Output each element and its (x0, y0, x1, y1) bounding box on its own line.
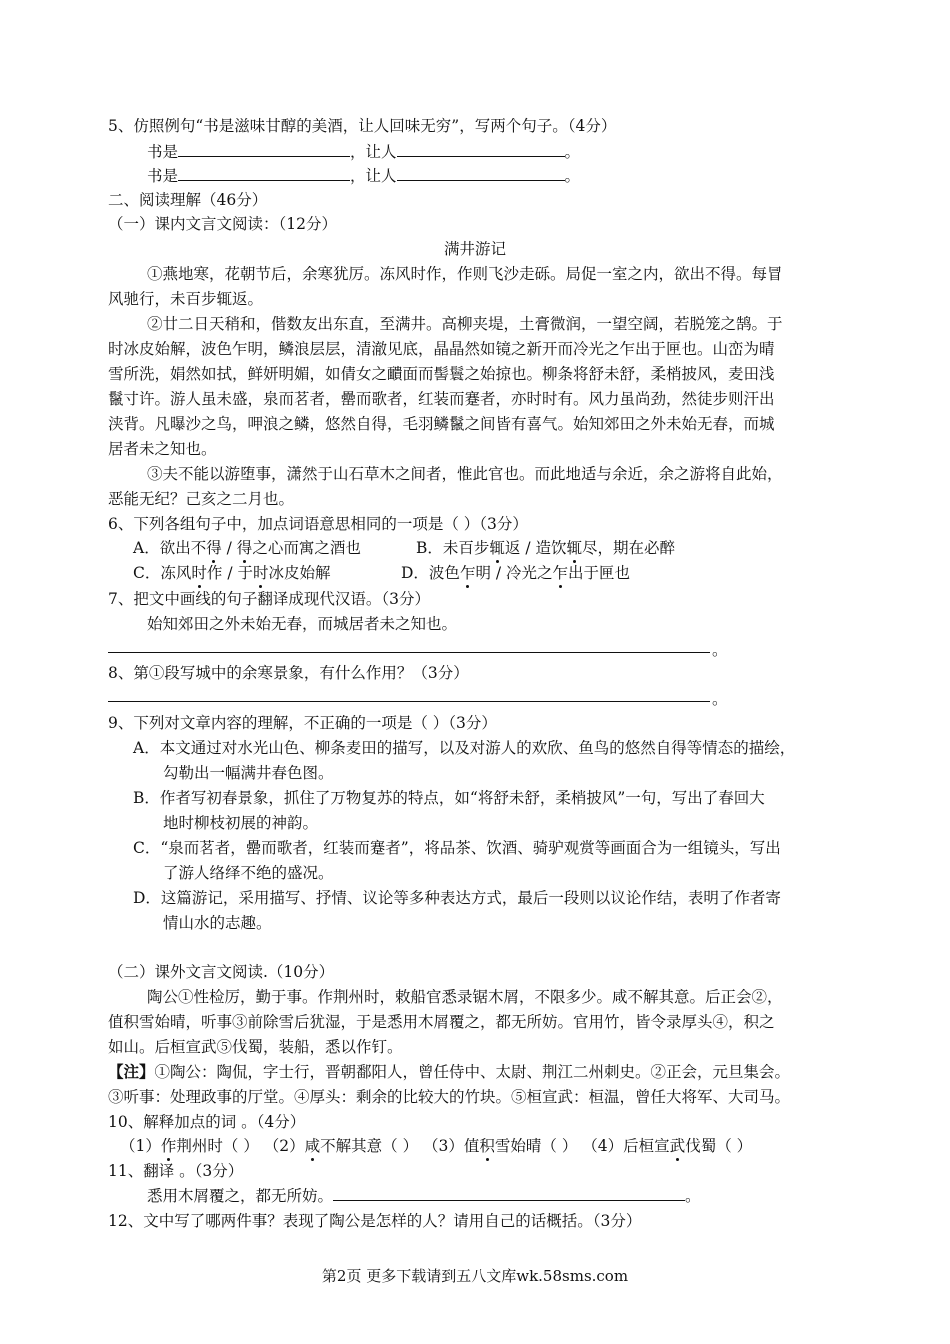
q9-option-d-cont: 情山水的志趣。 (163, 914, 272, 932)
q7-prompt: 7、把文中画线的句子翻译成现代汉语。（3分） (108, 590, 430, 608)
dotted-word: 乍 (553, 561, 569, 585)
q10-item-2[interactable]: （2）咸不解其意（ ） (264, 1137, 418, 1155)
passage-p3-line: ③夫不能以游堕事，潇然于山石草木之间者，惟此官也。而此地适与余近，余之游将自此始， (147, 465, 783, 483)
part2-text-line: 如山。后桓宣武⑤伐蜀，装船，悉以作钉。 (108, 1038, 403, 1056)
q6-option-b[interactable]: B．未百步辄返 / 造饮辄尽，期在必醉 (416, 536, 716, 560)
passage-p2-line: ②廿二日天稍和，偕数友出东直，至满井。高柳夹堤，土膏微润，一望空阔，若脱笼之鹄。于 (147, 315, 783, 333)
passage-p2-line: 时冰皮始解，波色乍明，鳞浪层层，清澈见底，晶晶然如镜之新开而冷光之乍出于匣也。山峦为晴 (108, 340, 775, 358)
q5-line-1: 书是 ，让人 。 (147, 140, 887, 164)
dotted-word: 辄 (489, 536, 505, 560)
q10-items (120, 1134, 860, 1158)
q9-prompt: 9、下列对文章内容的理解，不正确的一项是（ ）（3分） (108, 714, 497, 732)
dotted-word: 时 (191, 561, 207, 585)
part2-note-2: ③听事：处理政事的厅堂。④厚头：剩余的比较大的竹块。⑤桓宣武：桓温，曾任大将军、大司马。 (108, 1088, 791, 1106)
passage-p3-line: 恶能无纪？己亥之二月也。 (108, 490, 295, 508)
q12-prompt: 12、文中写了哪两件事？表现了陶公是怎样的人？请用自己的话概括。（3分） (108, 1212, 642, 1230)
q9-option-b[interactable]: B．作者写初春景象，抓住了万物复苏的特点，如“将舒未舒，柔梢披风”一句，写出了春回大 (133, 789, 765, 807)
q9-option-c[interactable]: C．“泉而茗者，罍而歌者，红装而蹇者”，将品茶、饮酒、骑驴观赏等画面合为一组镜头，写出 (133, 839, 781, 857)
q6-prompt: 6、下列各组句子中，加点词语意思相同的一项是（ ）（3分） (108, 515, 528, 533)
q10-item-1[interactable]: （1）作荆州时（ ） (120, 1137, 259, 1155)
q5-prompt: 5、仿照例句“书是滋味甘醇的美酒，让人回味无穷”，写两个句子。（4分） (108, 117, 617, 135)
passage-p1-line: ①燕地寒，花朝节后，余寒犹厉。冻风时作，作则飞沙走砾。局促一室之内，欲出不得。每冒 (147, 265, 783, 283)
q6-option-d[interactable]: D．波色乍明 / 冷光之乍出于匣也 (401, 561, 701, 585)
passage-p2-line: 鬣寸许。游人虽未盛，泉而茗者，罍而歌者，红装而蹇者，亦时时有。风力虽尚劲，然徒步则汗出 (108, 390, 775, 408)
q5-blank-2a[interactable] (178, 164, 350, 181)
dotted-word: 积 (479, 1134, 495, 1158)
q10-item-3[interactable]: （3）值积雪始晴（ ） (423, 1137, 577, 1155)
passage-p2-line: 浃背。凡曝沙之鸟，呷浪之鳞，悠然自得，毛羽鳞鬣之间皆有喜气。始知郊田之外未始无春，而城 (108, 415, 775, 433)
q8-end: 。 (712, 690, 728, 708)
q6-option-a[interactable]: A．欲出不得 / 得之心而寓之酒也 (133, 536, 393, 560)
part2-text-line: 值积雪始晴，听事③前除雪后犹湿，于是悉用木屑覆之，都无所妨。官用竹，皆令录厚头④，积之 (108, 1013, 775, 1031)
q9-option-a-cont: 勾勒出一幅满井春色图。 (163, 764, 334, 782)
q8-prompt: 8、第①段写城中的余寒景象，有什么作用？（3分） (108, 664, 469, 682)
q5-line-2: 书是 ，让人 。 (147, 164, 887, 188)
passage-p2-line: 居者未之知也。 (108, 440, 217, 458)
q5-blank-1a[interactable] (178, 140, 350, 157)
dotted-word: 乍 (460, 561, 476, 585)
section2-title: 二、阅读理解（46分） (108, 191, 268, 209)
q11-line: 悉用木屑覆之，都无所妨。 。 (147, 1184, 887, 1208)
dotted-word: 咸 (305, 1134, 321, 1158)
part1-heading: （一）课内文言文阅读：（12分） (108, 215, 337, 233)
dotted-word: 时 (253, 561, 269, 585)
part2-text-line: 陶公①性检厉，勤于事。作荆州时，敕船官悉录锯木屑，不限多少。咸不解其意。后正会②， (147, 988, 783, 1006)
q7-end: 。 (712, 641, 728, 659)
dotted-word: 辄 (567, 536, 583, 560)
passage-title: 满井游记 (443, 240, 506, 258)
passage-p2-line: 雪所洗，娟然如拭，鲜妍明媚，如倩女之靧面而髻鬟之始掠也。柳条将舒未舒，柔梢披风，麦田浅 (108, 365, 775, 383)
q10-prompt: 10、解释加点的词 。（4分） (108, 1113, 306, 1131)
q7-answer-line[interactable] (108, 652, 710, 653)
dotted-word: 武 (670, 1134, 686, 1158)
q10-item-4[interactable]: （4）后桓宣武伐蜀（ ） (582, 1137, 752, 1155)
q9-option-b-cont: 地时柳枝初展的神韵。 (163, 814, 319, 832)
dotted-word: 得 (237, 536, 253, 560)
note-label: 【注】 (108, 1062, 155, 1081)
part2-heading: （二）课外文言文阅读.（10分） (108, 963, 335, 981)
q11-prompt: 11、翻译 。（3分） (108, 1162, 244, 1180)
q9-option-d[interactable]: D．这篇游记，采用描写、抒情、议论等多种表达方式，最后一段则以议论作结，表明了作者寄 (133, 889, 781, 907)
q8-answer-line[interactable] (108, 701, 710, 702)
dotted-word: 得 (206, 536, 222, 560)
q7-sentence: 始知郊田之外未始无春，而城居者未之知也。 (147, 615, 458, 633)
q9-option-c-cont: 了游人络绎不绝的盛况。 (163, 864, 334, 882)
q9-option-a[interactable]: A．本文通过对水光山色、柳条麦田的描写，以及对游人的欢欣、鱼鸟的悠然自得等情态的描绘， (133, 739, 796, 757)
part2-note-1: 【注】①陶公：陶侃，字士行，晋朝鄱阳人，曾任侍中、太尉、荆江二州刺史。②正会，元旦集会。 (108, 1062, 791, 1081)
q11-answer-blank[interactable] (333, 1184, 685, 1201)
q5-blank-2b[interactable] (397, 164, 565, 181)
passage-p1-line: 风驰行，未百步辄返。 (108, 290, 264, 308)
q5-blank-1b[interactable] (397, 140, 565, 157)
q6-option-c[interactable]: C．冻风时作 / 于时冰皮始解 (133, 561, 393, 585)
page-footer: 第2页 更多下载请到五八文库wk.58sms.com (321, 1267, 629, 1285)
dotted-word: 作 (161, 1134, 177, 1158)
